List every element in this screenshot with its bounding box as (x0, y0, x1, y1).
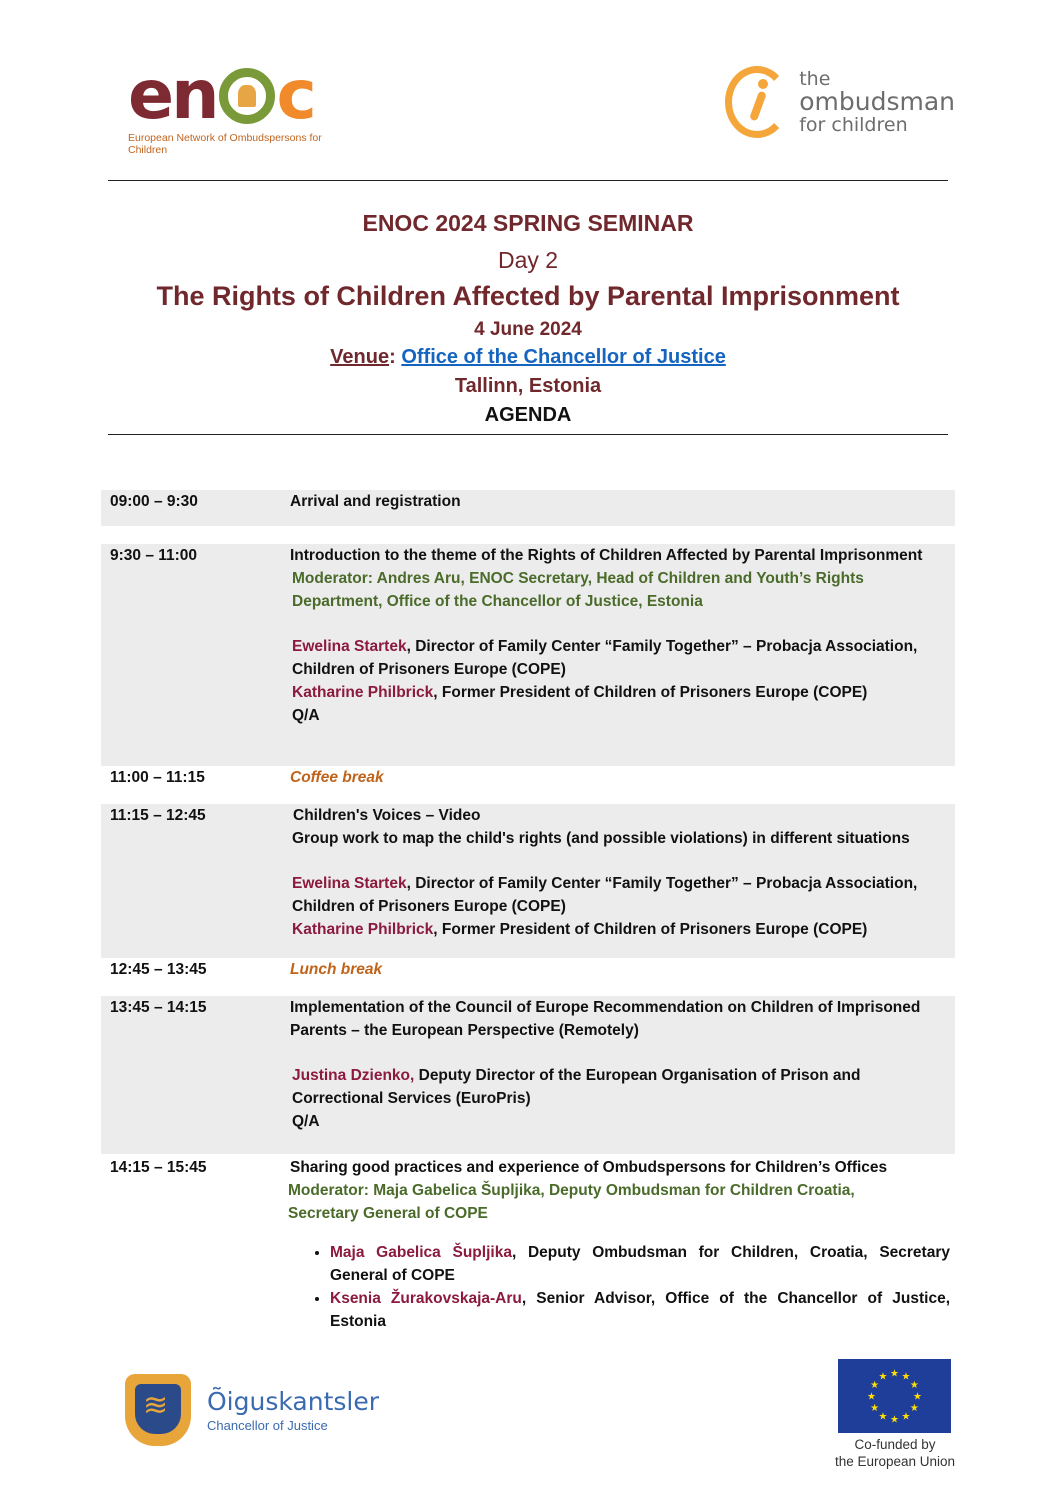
chancellor-logo-name: Õiguskantsler (207, 1387, 379, 1416)
agenda-title: Sharing good practices and experience of Ombudspersons for Children’s Offices (290, 1159, 888, 1176)
eu-star-icon: ★ (909, 1403, 919, 1414)
event-city: Tallinn, Estonia (454, 375, 602, 397)
agenda-row (101, 490, 955, 526)
venue-label: Venue (330, 346, 390, 368)
venue-separator: : (389, 346, 402, 368)
agenda-time: 11:00 – 11:15 (110, 769, 205, 786)
qa-label: Q/A (292, 707, 320, 724)
coffee-break: Coffee break (290, 769, 384, 786)
speaker (292, 1064, 950, 1110)
speaker-list (290, 1241, 950, 1333)
child-figure-icon (725, 66, 789, 138)
eu-star-icon: ★ (870, 1403, 880, 1414)
eu-star-icon: ★ (867, 1391, 876, 1403)
speaker-name: Maja Gabelica Šupljika (330, 1244, 512, 1261)
ombudsman-logo-line2: ombudsman (799, 87, 955, 116)
eu-flag-icon (838, 1359, 951, 1433)
agenda-title: Introduction to the theme of the Rights of Children Affected by Parental Imprisonment (290, 547, 923, 564)
speaker-name: Justina Dzienko, (292, 1067, 415, 1084)
eu-cofunded-caption (815, 1436, 975, 1470)
speaker-name: Ksenia Žurakovskaja-Aru (330, 1290, 522, 1307)
enoc-logo-subtitle: European Network of Ombudspersons for Children (128, 132, 322, 156)
speaker (292, 918, 955, 941)
ombudsman-logo-line1: the (799, 68, 831, 90)
ombudsman-logo (725, 62, 955, 142)
speaker-name: Katharine Philbrick (292, 684, 434, 701)
agenda-row (101, 766, 955, 804)
chancellor-logo (125, 1372, 385, 1448)
chancellor-logo-sub: Chancellor of Justice (207, 1418, 328, 1433)
eu-star-icon: ★ (890, 1368, 899, 1380)
agenda-details (290, 1156, 950, 1333)
agenda-title: Implementation of the Council of Europe Recommendation on Children of Imprisoned Parents – the European Perspective (Remotely) (290, 999, 921, 1039)
speaker-role: , Former President of Children of Prisoners Europe (COPE) (433, 684, 868, 701)
agenda-time: 12:45 – 13:45 (110, 961, 207, 978)
children-icon (219, 68, 275, 124)
eu-star-icon: ★ (878, 1371, 888, 1383)
agenda-details (290, 996, 950, 1133)
enoc-logo (128, 56, 358, 156)
speaker (292, 872, 955, 918)
agenda-title: Arrival and registration (290, 493, 461, 510)
eu-star-icon: ★ (901, 1371, 911, 1383)
agenda-time: 09:00 – 9:30 (110, 493, 198, 510)
enoc-logo-letter-e: e (128, 56, 172, 135)
speaker-role: , Former President of Children of Prisoners Europe (COPE) (433, 921, 868, 938)
agenda-time: 14:15 – 15:45 (110, 1159, 207, 1176)
eu-star-icon: ★ (890, 1414, 899, 1426)
seminar-title: ENOC 2024 SPRING SEMINAR (362, 210, 694, 236)
eu-star-icon: ★ (870, 1380, 880, 1391)
agenda-row (101, 804, 955, 958)
eu-star-icon: ★ (901, 1411, 911, 1423)
speaker-role: Deputy Director of the European Organisation of Prison and Correctional Services (EuroPris) (292, 1067, 861, 1107)
agenda-row (101, 996, 955, 1154)
venue-line (108, 346, 948, 369)
eu-star-icon: ★ (913, 1391, 922, 1403)
title-divider (108, 434, 948, 435)
moderator: Moderator: Andres Aru, ENOC Secretary, Head of Children and Youth’s Rights Department, Office of the Chancellor of Justice, Estonia (292, 570, 864, 610)
list-item (330, 1241, 950, 1287)
theme-title: The Rights of Children Affected by Parental Imprisonment (156, 281, 900, 311)
ombudsman-logo-line3: for children (799, 114, 908, 136)
agenda-time: 9:30 – 11:00 (110, 547, 198, 564)
agenda-row (101, 958, 955, 996)
header-divider (108, 180, 948, 181)
venue-link[interactable]: Office of the Chancellor of Justice (401, 346, 726, 368)
eu-star-icon: ★ (878, 1411, 888, 1423)
day-label: Day 2 (497, 247, 559, 273)
enoc-logo-letter-c: c (276, 56, 314, 135)
agenda-row (101, 544, 955, 766)
speaker-role: , Director of Family Center “Family Together” – Probacja Association, Children of Prisoners Europe (COPE) (292, 875, 918, 915)
speaker-role: , Director of Family Center “Family Together” – Probacja Association, Children of Prisoners Europe (COPE) (292, 638, 918, 678)
speaker-name: Katharine Philbrick (292, 921, 434, 938)
agenda-details (290, 804, 955, 941)
speaker (292, 635, 950, 681)
speaker (292, 681, 950, 704)
estonian-coat-of-arms-icon (125, 1374, 191, 1446)
eu-caption-line1: Co-funded by (854, 1437, 936, 1452)
event-date: 4 June 2024 (474, 319, 582, 340)
eu-star-icon: ★ (909, 1380, 919, 1391)
agenda-title: Children's Voices – Video (293, 807, 481, 824)
agenda-subtitle: Group work to map the child's rights (and possible violations) in different situations (292, 830, 910, 847)
qa-label: Q/A (292, 1113, 320, 1130)
moderator: Moderator: Maja Gabelica Šupljika, Deputy Ombudsman for Children Croatia, Secretary General of COPE (288, 1182, 855, 1222)
lunch-break: Lunch break (290, 961, 383, 978)
enoc-logo-letter-n: n (171, 56, 217, 135)
agenda-row (101, 1156, 955, 1340)
speaker-name: Ewelina Startek (292, 638, 407, 655)
speaker-role: , Senior Advisor, Office of the Chancellor of Justice, Estonia (330, 1290, 951, 1330)
eu-caption-line2: the European Union (834, 1454, 956, 1469)
agenda-time: 13:45 – 14:15 (110, 999, 207, 1016)
speaker-role: , Deputy Ombudsman for Children, Croatia, Secretary General of COPE (330, 1244, 950, 1284)
eu-stars (838, 1359, 951, 1433)
agenda-heading: AGENDA (484, 404, 572, 426)
speaker-name: Ewelina Startek (292, 875, 407, 892)
list-item (330, 1287, 950, 1333)
agenda-time: 11:15 – 12:45 (110, 807, 206, 824)
agenda-details (290, 544, 950, 727)
